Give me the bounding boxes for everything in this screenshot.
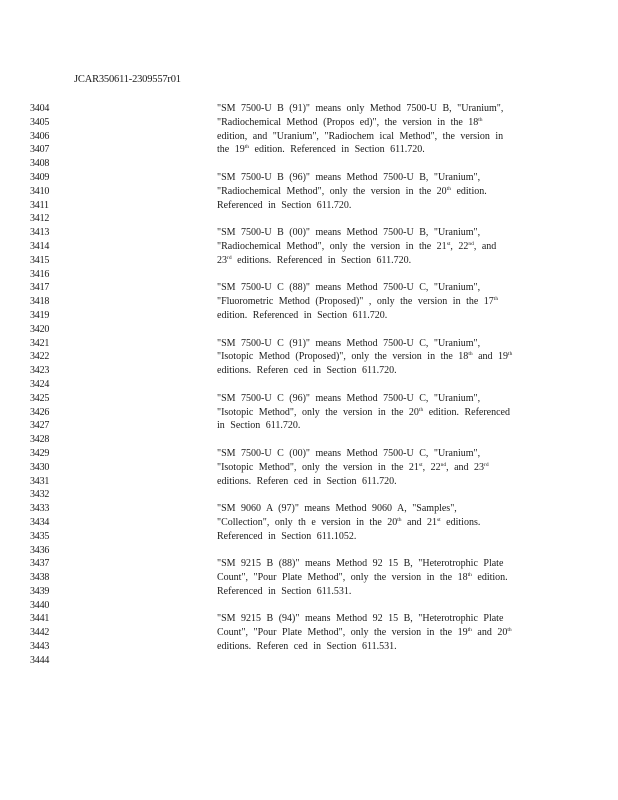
text-fragment: "SM 7500-U B (96)" means Method 7500-U B, "Uranium", (217, 171, 481, 183)
blank-line (217, 433, 535, 447)
text-fragment: and 19 (472, 351, 509, 363)
definition-line (217, 116, 535, 130)
line-number: 3437 (30, 558, 50, 570)
definition-line (217, 419, 535, 433)
line-number: 3441 (30, 613, 50, 625)
ordinal-suffix: nd (440, 461, 447, 468)
line-number: 3433 (30, 503, 50, 515)
line-number: 3421 (30, 337, 50, 349)
line-number: 3406 (30, 130, 50, 142)
text-fragment: "SM 7500-U C (00)" means Method 7500-U C, "Uranium", (217, 447, 481, 459)
definition-line (217, 102, 535, 116)
line-number: 3404 (30, 103, 50, 114)
line-number: 3414 (30, 240, 50, 252)
blank-line (217, 268, 535, 282)
line-number: 3438 (30, 572, 50, 584)
ordinal-suffix: th (397, 516, 402, 523)
definition-line (217, 557, 535, 571)
line-number: 3424 (30, 378, 50, 390)
text-fragment: the 19 (217, 144, 245, 156)
line-number: 3442 (30, 627, 50, 639)
line-number: 3443 (30, 641, 50, 653)
text-fragment: , and (473, 240, 497, 252)
text-fragment: and 21 (401, 516, 437, 528)
ordinal-suffix: st (446, 240, 451, 247)
line-number: 3439 (30, 585, 50, 597)
text-fragment: "Radiochemical Method", only the version in the 21 (217, 240, 447, 252)
line-number: 3427 (30, 420, 50, 432)
line-number: 3423 (30, 365, 50, 377)
ordinal-suffix: th (418, 406, 424, 413)
ordinal-suffix: th (507, 627, 512, 634)
line-number: 3416 (30, 268, 50, 280)
text-fragment: "SM 7500-U C (96)" means Method 7500-U C, "Uranium", (217, 392, 481, 404)
definition-line (217, 281, 535, 295)
text-fragment: edition. (450, 185, 487, 197)
definition-line (217, 392, 535, 406)
definition-line (217, 640, 535, 654)
line-number: 3405 (30, 116, 50, 128)
text-fragment: edition. Referenced (423, 406, 510, 418)
text-fragment: Referenced in Section 611.720. (217, 199, 352, 211)
blank-line (217, 654, 535, 668)
text-fragment: edition. (471, 572, 508, 584)
text-fragment: , 22 (450, 240, 469, 252)
definition-line (217, 240, 535, 254)
text-fragment: "SM 9060 A (97)" means Method 9060 A, "Samples", (217, 503, 457, 515)
line-number: 3430 (30, 461, 50, 473)
text-fragment: 23 (217, 254, 227, 266)
definition-line (217, 461, 535, 475)
text-fragment: "Isotopic Method (Proposed)", only the version in the 18 (217, 351, 469, 363)
line-number: 3440 (30, 599, 50, 611)
ordinal-suffix: th (493, 296, 499, 303)
ordinal-suffix: st (437, 516, 441, 523)
line-number: 3413 (30, 227, 50, 239)
definition-line (217, 585, 535, 599)
line-number: 3434 (30, 516, 50, 528)
blank-line (217, 488, 535, 502)
line-number: 3436 (30, 544, 50, 556)
definition-line (217, 530, 535, 544)
line-number: 3410 (30, 185, 50, 197)
definition-line (217, 612, 535, 626)
line-number: 3418 (30, 296, 50, 308)
text-fragment: "SM 7500-U B (91)" means only Method 7500-U B, "Uranium", (217, 103, 504, 114)
definition-line (217, 226, 535, 240)
text-fragment: "SM 9215 B (88)" means Method 92 15 B, "Heterotrophic Plate (217, 558, 504, 570)
text-fragment: edition. Referenced in Section 611.720. (249, 144, 425, 156)
text-fragment: editions. Referen ced in Section 611.531. (217, 641, 397, 653)
text-fragment: "Radiochemical Method (Propos ed)", the version in the 18 (217, 116, 479, 128)
text-fragment: "Radiochemical Method", only the version in the 20 (217, 185, 447, 197)
line-number: 3426 (30, 406, 50, 418)
blank-line (217, 157, 535, 171)
line-number: 3419 (30, 309, 50, 321)
definition-line (217, 626, 535, 640)
text-fragment: "Isotopic Method", only the version in the 20 (217, 406, 419, 418)
definition-line (217, 571, 535, 585)
blank-line (217, 599, 535, 613)
definition-line (217, 254, 535, 268)
ordinal-suffix: th (467, 627, 472, 634)
definition-line (217, 309, 535, 323)
text-fragment: editions. Referen ced in Section 611.720. (217, 365, 397, 377)
text-fragment: in Section 611.720. (217, 420, 301, 432)
text-fragment: editions. Referen ced in Section 611.720. (217, 475, 397, 487)
text-fragment: Referenced in Section 611.1052. (217, 530, 357, 542)
line-number: 3408 (30, 158, 50, 170)
blank-line (217, 323, 535, 337)
blank-line (217, 544, 535, 558)
definition-line (217, 185, 535, 199)
definition-line (217, 350, 535, 364)
line-number: 3444 (30, 654, 50, 666)
ordinal-suffix: st (418, 461, 423, 468)
ordinal-suffix: th (446, 185, 451, 192)
line-number-column (30, 102, 70, 668)
ordinal-suffix: th (478, 116, 483, 123)
text-fragment: , and 23 (446, 461, 485, 473)
definition-line (217, 295, 535, 309)
definition-line (217, 475, 535, 489)
line-number: 3428 (30, 434, 50, 446)
text-fragment: edition. Referenced in Section 611.720. (217, 309, 388, 321)
text-fragment: "SM 7500-U C (88)" means Method 7500-U C, "Uranium", (217, 282, 481, 294)
line-number: 3407 (30, 144, 50, 156)
text-fragment: "SM 9215 B (94)" means Method 92 15 B, "Heterotrophic Plate (217, 613, 504, 625)
definition-line (217, 502, 535, 516)
ordinal-suffix: th (467, 572, 472, 579)
text-fragment: "Fluorometric Method (Proposed)" , only the version in the 17 (217, 296, 494, 308)
definition-line (217, 447, 535, 461)
text-fragment: "Isotopic Method", only the version in the 21 (217, 461, 419, 473)
text-fragment: and 20 (471, 627, 508, 639)
line-number: 3432 (30, 489, 50, 501)
text-fragment: , 22 (422, 461, 441, 473)
ordinal-suffix: rd (484, 461, 489, 468)
ordinal-suffix: rd (227, 254, 232, 261)
line-number: 3417 (30, 282, 50, 294)
text-fragment: Count", "Pour Plate Method", only the version in the 18 (217, 572, 468, 584)
definition-line (217, 406, 535, 420)
ordinal-suffix: th (508, 351, 513, 358)
line-number: 3415 (30, 254, 50, 266)
definition-line (217, 199, 535, 213)
blank-line (217, 212, 535, 226)
text-fragment: "SM 7500-U B (00)" means Method 7500-U B, "Uranium", (217, 227, 481, 239)
line-number: 3431 (30, 475, 50, 487)
text-fragment: editions. (440, 516, 481, 528)
definition-line (217, 143, 535, 157)
text-fragment: edition, and "Uranium", "Radiochem ical Method", the version in (217, 130, 504, 142)
line-number: 3422 (30, 351, 50, 363)
line-number: 3435 (30, 530, 50, 542)
ordinal-suffix: th (244, 144, 249, 151)
text-fragment: editions. Referenced in Section 611.720. (231, 254, 412, 266)
definitions-body (217, 102, 535, 668)
definition-line (217, 171, 535, 185)
definition-line (217, 364, 535, 378)
text-fragment: "SM 7500-U C (91)" means Method 7500-U C, "Uranium", (217, 337, 481, 349)
blank-line (217, 378, 535, 392)
definition-line (217, 337, 535, 351)
ordinal-suffix: nd (468, 240, 474, 247)
text-fragment: Count", "Pour Plate Method", only the version in the 19 (217, 627, 468, 639)
ordinal-suffix: th (468, 351, 473, 358)
line-number: 3412 (30, 213, 50, 225)
line-number: 3429 (30, 447, 50, 459)
text-fragment: "Collection", only th e version in the 20 (217, 516, 398, 528)
text-fragment: Referenced in Section 611.531. (217, 585, 352, 597)
definition-line (217, 130, 535, 144)
line-number: 3425 (30, 392, 50, 404)
document-id: JCAR350611-2309557r01 (74, 74, 181, 85)
line-number: 3411 (30, 199, 49, 211)
line-number: 3420 (30, 323, 50, 335)
definition-line (217, 516, 535, 530)
line-number: 3409 (30, 171, 50, 183)
